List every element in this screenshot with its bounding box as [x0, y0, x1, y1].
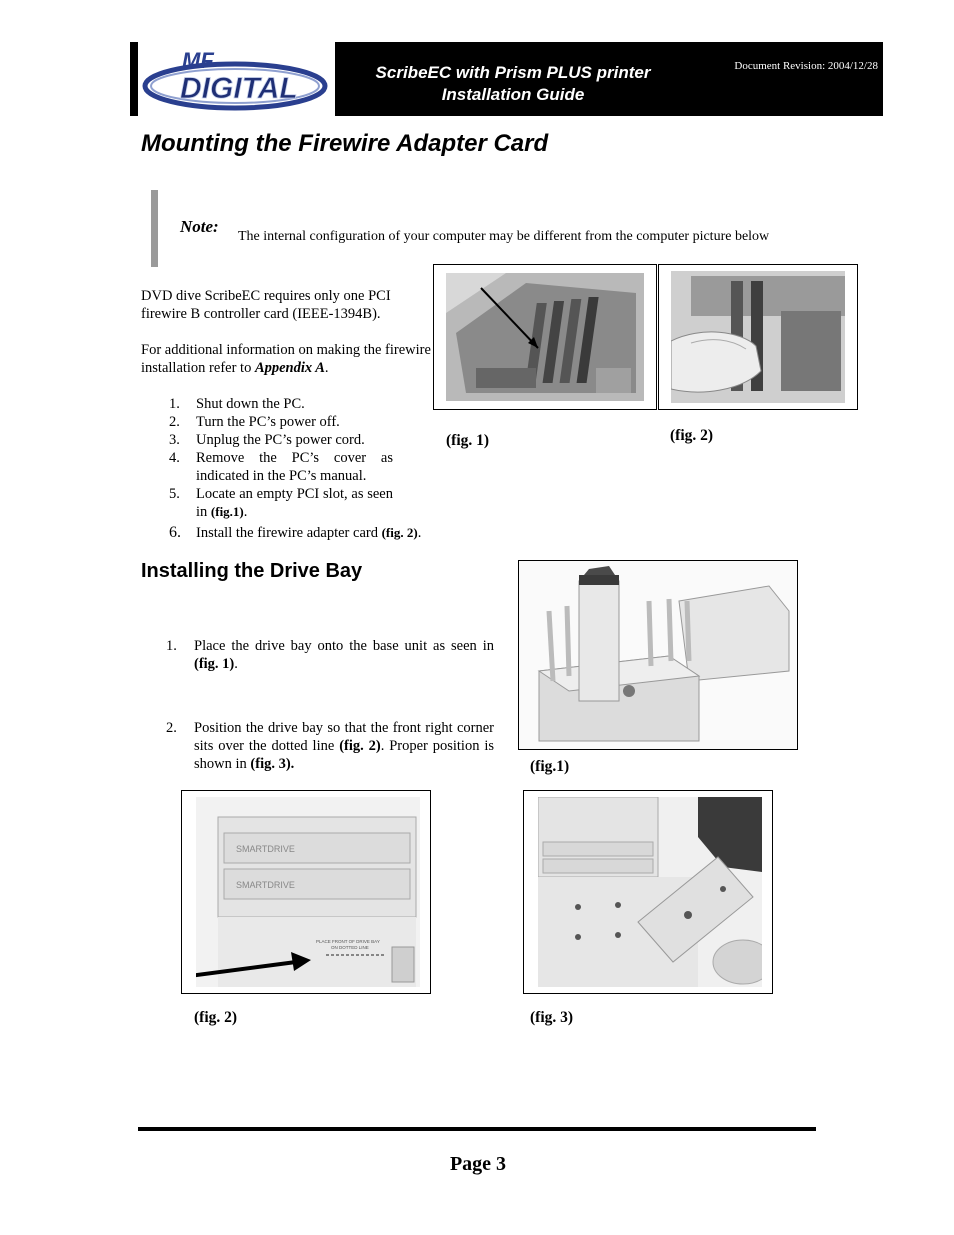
figure-caption: (fig. 1): [446, 432, 490, 449]
drive-bay-steps-list: [166, 637, 494, 773]
document-revision: Document Revision: 2004/12/28: [734, 60, 878, 72]
figure-drive-bay-base: [518, 560, 798, 750]
firewire-steps-list: [169, 395, 422, 542]
page-title: Mounting the Firewire Adapter Card: [141, 130, 549, 157]
figure-caption: (fig.1): [530, 758, 570, 775]
note-label: Note:: [180, 217, 219, 236]
header-title: [348, 62, 678, 106]
svg-text:DIGITAL: DIGITAL: [180, 72, 298, 105]
svg-text:PLACE FRONT OF DRIVE BAY: PLACE FRONT OF DRIVE BAY: [316, 939, 380, 944]
svg-text:SMARTDRIVE: SMARTDRIVE: [236, 844, 295, 854]
note-bar: [151, 190, 158, 267]
figure-install-card: [658, 264, 858, 410]
footer-rule: [138, 1127, 816, 1131]
section-title-drive-bay: Installing the Drive Bay: [141, 560, 363, 582]
appendix-ref: Appendix A: [254, 360, 325, 376]
list-item: 2. Turn the PC’s power off.: [169, 414, 340, 430]
figure-dotted-line: [181, 790, 431, 994]
note-text: The internal configuration of your computer may be different from the computer picture below: [238, 229, 770, 244]
list-item: 4. Remove the PC’s cover as indicated in the PC’s manual.: [169, 450, 393, 484]
svg-text:ON DOTTED LINE: ON DOTTED LINE: [331, 945, 369, 950]
intro-paragraph-1: DVD dive ScribeEC requires only one PCI firewire B controller card (IEEE-1394B).: [141, 288, 391, 322]
list-item: 1. Place the drive bay onto the base unit as seen in (fig. 1).: [166, 638, 494, 672]
list-item: 2. Position the drive bay so that the front right corner sits over the dotted line (fig. 2). Proper position is shown in (fig. 3).: [166, 720, 495, 772]
figure-caption: (fig. 2): [670, 427, 714, 444]
list-item: 6. Install the firewire adapter card (fig. 2).: [169, 524, 422, 541]
svg-text:MF: MF: [182, 48, 214, 73]
list-item: 3. Unplug the PC’s power cord.: [169, 432, 365, 448]
header-title-line1: ScribeEC with Prism PLUS printer: [375, 63, 651, 82]
svg-text:SMARTDRIVE: SMARTDRIVE: [236, 880, 295, 890]
mf-digital-logo: [140, 42, 336, 116]
intro-paragraph-2: For additional information on making the firewire installation refer to Appendix A.: [141, 342, 431, 376]
list-item: 1. Shut down the PC.: [169, 396, 305, 412]
list-item: 5. Locate an empty PCI slot, as seen in (fig.1).: [169, 486, 393, 520]
header-title-line2: Installation Guide: [441, 85, 585, 104]
figure-proper-position: [523, 790, 773, 994]
header-left-bar: [130, 42, 138, 116]
figure-caption: (fig. 3): [530, 1009, 574, 1026]
figure-caption: (fig. 2): [194, 1009, 238, 1026]
figure-pc-pci-slot: [433, 264, 657, 410]
page-number: Page 3: [449, 1153, 507, 1175]
